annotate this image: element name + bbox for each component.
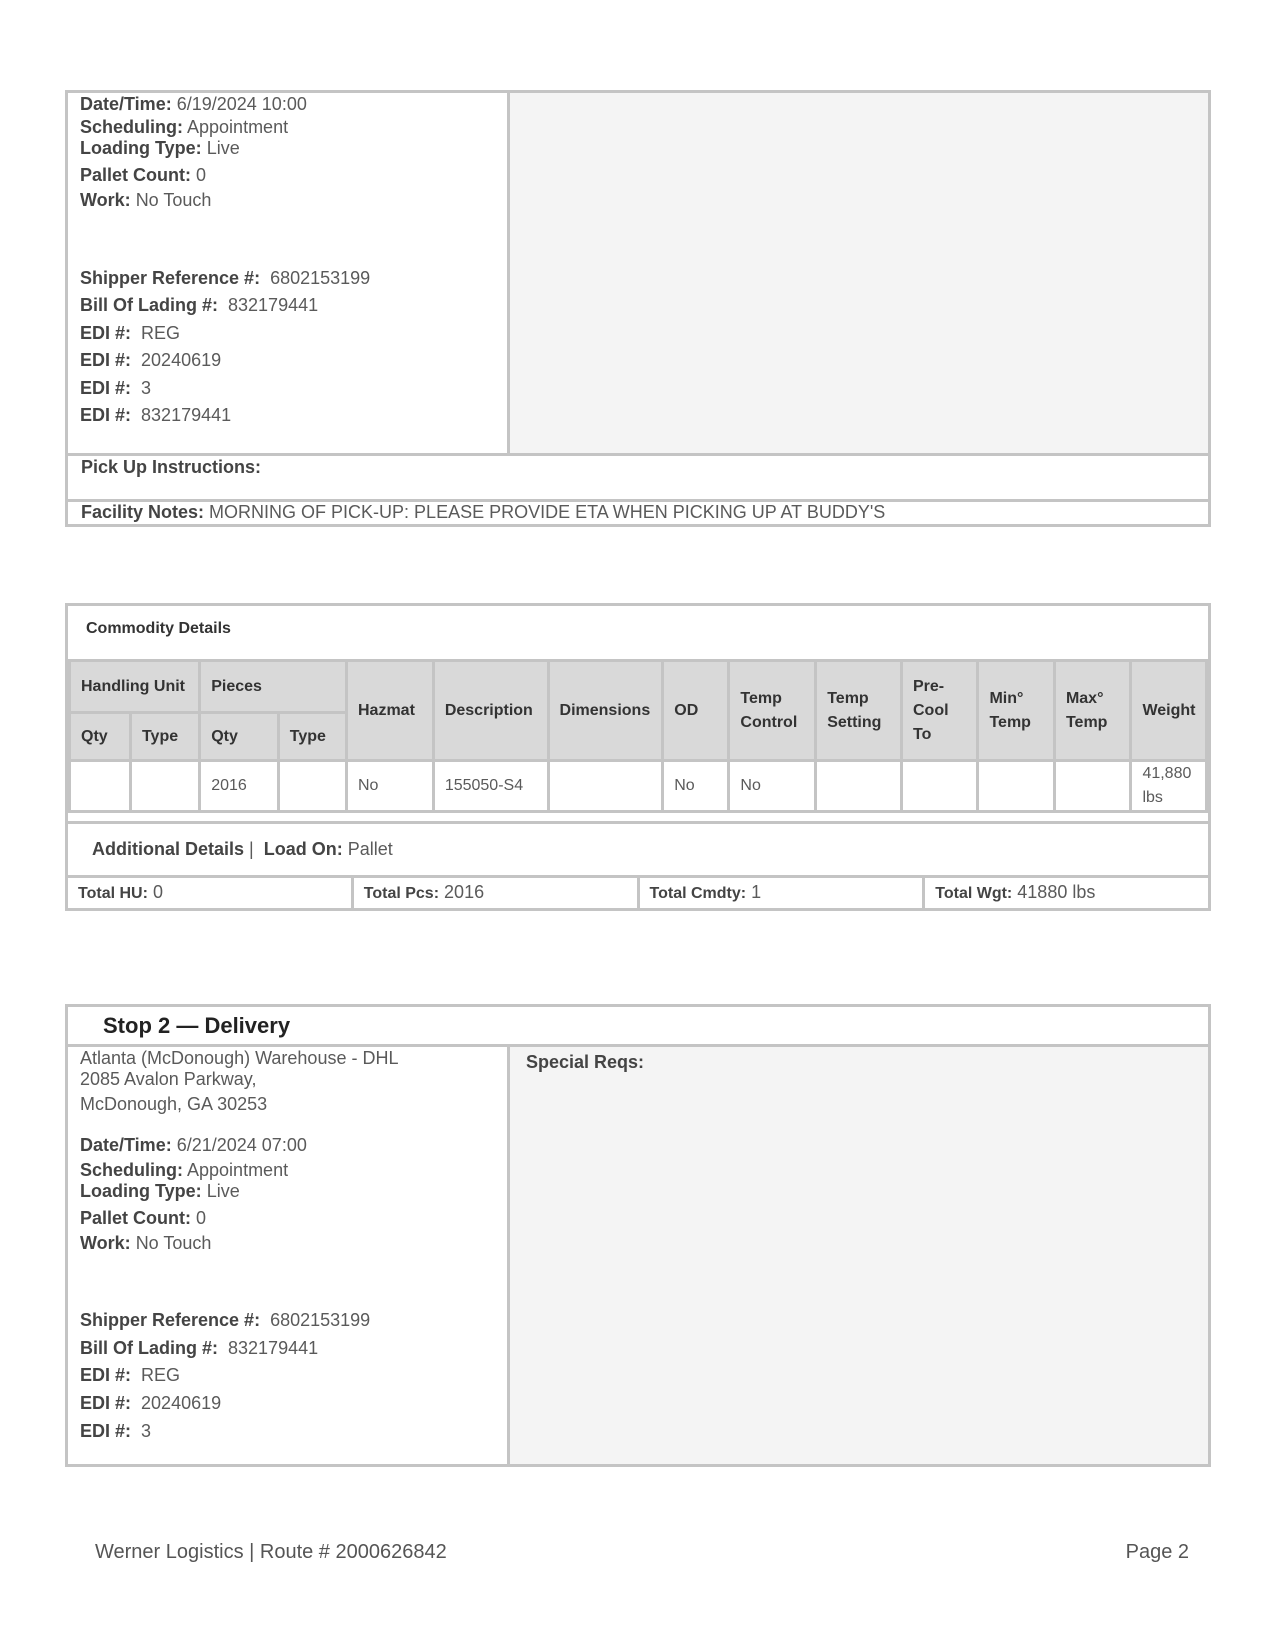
cell-max-temp: [1054, 761, 1130, 812]
stop2-scheduling: Scheduling: Appointment: [80, 1160, 289, 1180]
stop2-pallet-count: Pallet Count: 0: [80, 1208, 207, 1228]
footer-route: Werner Logistics | Route # 2000626842: [95, 1541, 447, 1563]
header-pc-type: Type: [278, 713, 346, 761]
stop2-loading-type: Loading Type: Live: [80, 1181, 240, 1201]
cell-min-temp: [978, 761, 1054, 812]
totals-row: [68, 875, 1208, 908]
header-hu-type: Type: [130, 713, 199, 761]
cell-pc-type: [278, 761, 346, 812]
cell-hazmat: No: [347, 761, 434, 812]
cell-precool: [901, 761, 977, 812]
header-precool: Pre-Cool To: [901, 661, 977, 761]
header-pc-qty: Qty: [200, 713, 279, 761]
stop2-edi: EDI #: REG: [80, 1365, 181, 1385]
stop1-edi: EDI #: 832179441: [80, 405, 232, 425]
commodity-title: Commodity Details: [86, 620, 231, 637]
address-name: Atlanta (McDonough) Warehouse - DHL: [80, 1048, 399, 1068]
stop1-work: Work: No Touch: [80, 190, 212, 210]
total-hu: Total HU: 0: [68, 878, 354, 908]
header-hu-qty: Qty: [70, 713, 131, 761]
stop2-datetime: Date/Time: 6/21/2024 07:00: [80, 1135, 307, 1155]
cell-weight: 41,880 lbs: [1131, 761, 1207, 812]
header-od: OD: [663, 661, 729, 761]
cell-dimensions: [548, 761, 663, 812]
stop2-title: Stop 2 — Delivery: [103, 1013, 291, 1038]
header-max-temp: Max° Temp: [1054, 661, 1130, 761]
total-cmdty: Total Cmdty: 1: [640, 878, 926, 908]
cell-hu-qty: [70, 761, 131, 812]
stop2-edi: EDI #: 3: [80, 1421, 152, 1441]
facility-notes: Facility Notes: MORNING OF PICK-UP: PLEASE PROVIDE ETA WHEN PICKING UP AT BUDDY'S: [68, 499, 1208, 524]
stop1-right-panel: [510, 93, 1208, 453]
special-reqs-label: Special Reqs:: [526, 1052, 645, 1072]
pickup-instructions: Pick Up Instructions:: [68, 453, 1208, 499]
cell-temp-setting: [816, 761, 902, 812]
header-pieces: Pieces: [200, 661, 347, 713]
total-wgt: Total Wgt: 41880 lbs: [935, 882, 1096, 902]
stop1-section: [65, 90, 1211, 527]
header-min-temp: Min° Temp: [978, 661, 1054, 761]
header-description: Description: [433, 661, 548, 761]
stop1-shipper-ref: Shipper Reference #: 6802153199: [80, 268, 371, 288]
stop1-scheduling: Scheduling: Appointment: [80, 117, 289, 137]
cell-od: No: [663, 761, 729, 812]
stop1-pallet-count: Pallet Count: 0: [80, 165, 207, 185]
stop2-bol: Bill Of Lading #: 832179441: [80, 1338, 319, 1358]
stop1-details: [68, 93, 510, 453]
header-temp-control: Temp Control: [729, 661, 816, 761]
stop2-section: [65, 1004, 1211, 1467]
cell-temp-control: No: [729, 761, 816, 812]
header-weight: Weight: [1131, 661, 1207, 761]
stop1-bol: Bill Of Lading #: 832179441: [80, 295, 319, 315]
stop1-edi: EDI #: REG: [80, 323, 181, 343]
stop1-edi: EDI #: 20240619: [80, 350, 222, 370]
header-handling-unit: Handling Unit: [70, 661, 200, 713]
total-pcs: Total Pcs: 2016: [354, 878, 640, 908]
header-dimensions: Dimensions: [548, 661, 663, 761]
stop1-loading-type: Loading Type: Live: [80, 138, 240, 158]
header-hazmat: Hazmat: [347, 661, 434, 761]
stop2-edi: EDI #: 20240619: [80, 1393, 222, 1413]
header-temp-setting: Temp Setting: [816, 661, 902, 761]
address-street: 2085 Avalon Parkway,: [80, 1069, 257, 1089]
footer-page-number: Page 2: [1125, 1541, 1189, 1563]
table-row: [70, 761, 1207, 812]
additional-details: Additional Details | Load On: Pallet: [68, 821, 1208, 875]
stop2-work: Work: No Touch: [80, 1233, 212, 1253]
stop1-edi: EDI #: 3: [80, 378, 152, 398]
commodity-table: [68, 659, 1208, 813]
commodity-section: [65, 603, 1211, 911]
stop2-header: [68, 1007, 1208, 1047]
cell-description: 155050-S4: [433, 761, 548, 812]
stop1-datetime: Date/Time: 6/19/2024 10:00: [80, 94, 307, 114]
cell-pc-qty: 2016: [200, 761, 279, 812]
cell-hu-type: [130, 761, 199, 812]
stop2-details: [68, 1047, 510, 1464]
stop2-shipper-ref: Shipper Reference #: 6802153199: [80, 1310, 371, 1330]
address-city: McDonough, GA 30253: [80, 1094, 268, 1114]
special-reqs-panel: [510, 1047, 1208, 1464]
